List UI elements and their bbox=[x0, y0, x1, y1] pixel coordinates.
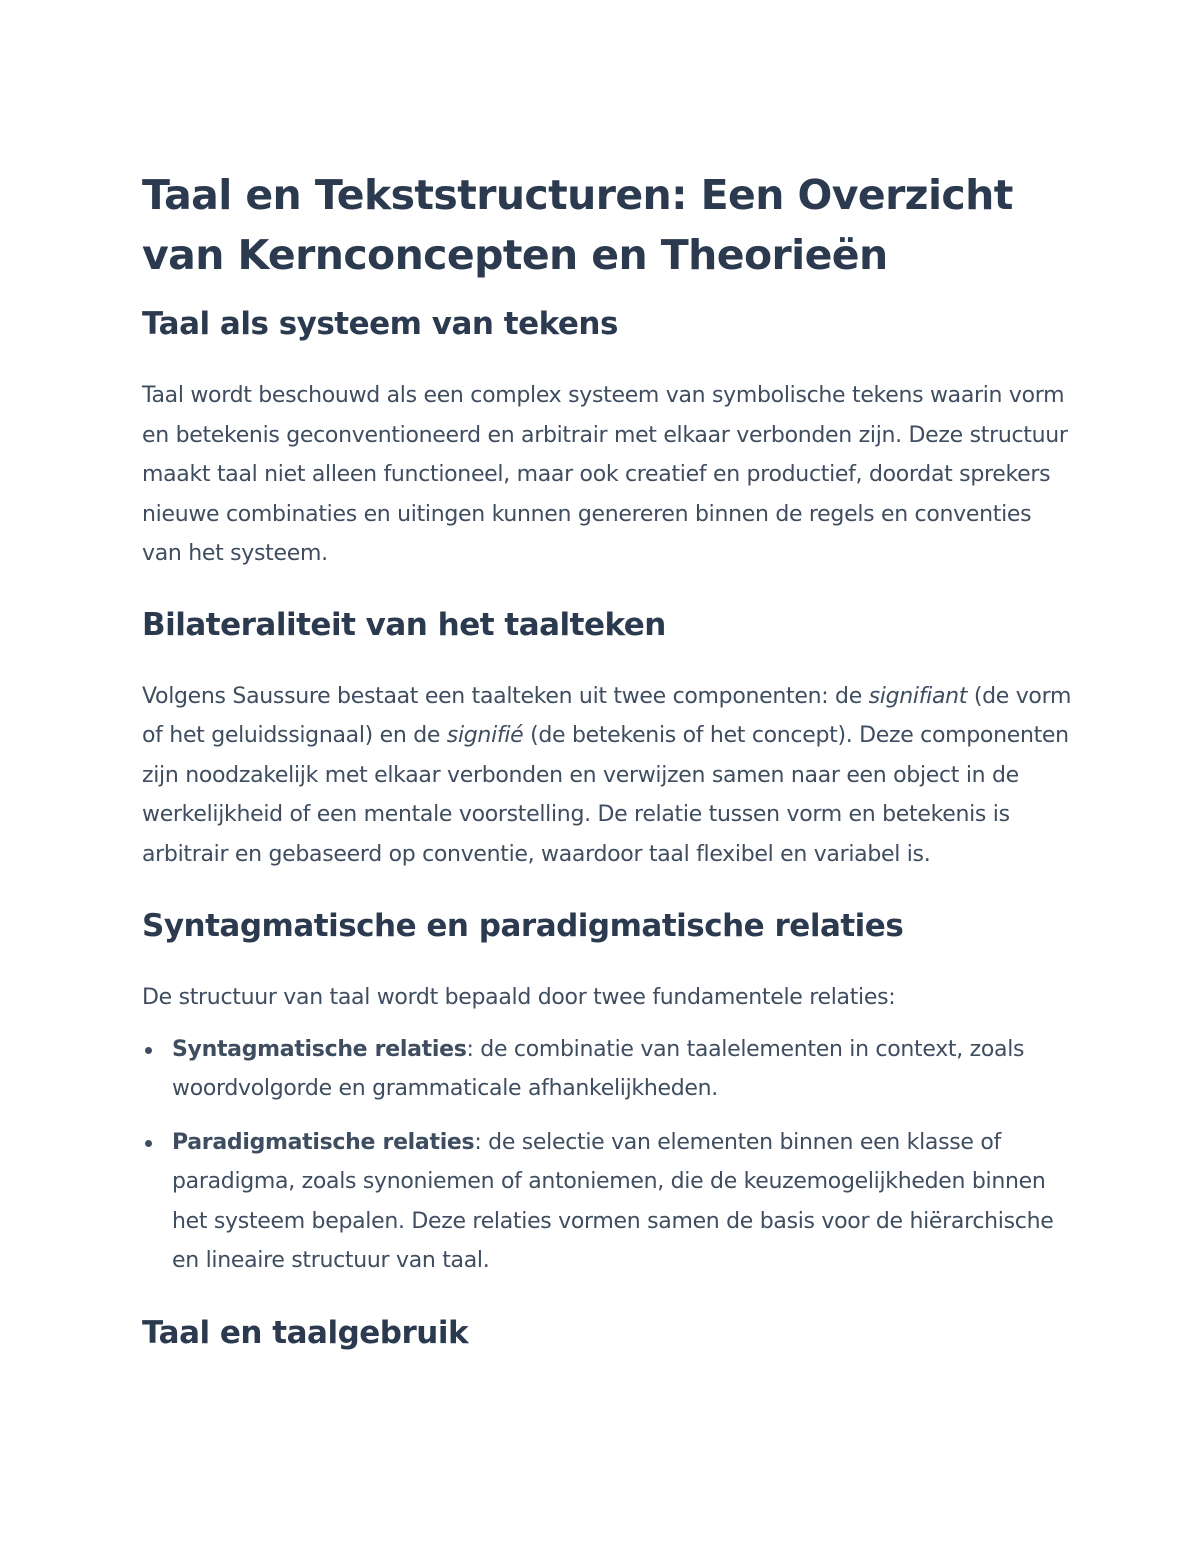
list-item bbox=[142, 1030, 1072, 1109]
section-heading-taalgebruik: Taal en taalgebruik bbox=[142, 1314, 469, 1351]
section-heading-syntagmatisch: Syntagmatische en paradigmatische relaties bbox=[142, 908, 904, 944]
document-title: Taal en Tekststructuren: Een Overzicht van Kernconcepten en Theorieën bbox=[142, 171, 1013, 279]
list-item-term: Paradigmatische relaties bbox=[172, 1129, 475, 1155]
list-item-text: : de selectie van elementen binnen een klasse of paradigma, zoals synoniemen of antoniemen, die de keuzemogelijkheden binnen het systeem bepalen. Deze relaties vormen samen de basis voor de hiërarchische en lineaire structuur van taal. bbox=[172, 1129, 1054, 1273]
term-signifie: signifié bbox=[446, 723, 524, 748]
paragraph-bilateraliteit bbox=[142, 677, 1072, 875]
document-page bbox=[142, 165, 1072, 1353]
paragraph-text: (de betekenis of het concept). Deze componenten zijn noodzakelijk met elkaar verbonden en verwijzen samen naar een object in de werkelijkheid of een mentale voorstelling. De relatie tussen vorm en betekenis is arbitrair en gebaseerd op conventie, waardoor taal flexibel en variabel is. bbox=[142, 723, 1069, 867]
section-heading-bilateraliteit: Bilateraliteit van het taalteken bbox=[142, 606, 666, 643]
term-signifiant: signifiant bbox=[868, 683, 968, 709]
list-item-term: Syntagmatische relaties bbox=[172, 1036, 467, 1062]
list-item bbox=[142, 1123, 1072, 1281]
paragraph-text: (de vorm of het geluidssignaal) en de bbox=[142, 683, 1072, 748]
section-heading-taal-systeem: Taal als systeem van tekens bbox=[142, 306, 618, 342]
list-item-text: : de combinatie van taalelementen in context, zoals woordvolgorde en grammaticale afhankelijkheden. bbox=[172, 1036, 1025, 1101]
paragraph-text: Volgens Saussure bestaat een taalteken uit twee componenten: de bbox=[142, 683, 869, 709]
paragraph-syntagmatisch-intro: De structuur van taal wordt bepaald door twee fundamentele relaties: bbox=[142, 985, 896, 1010]
bullet-icon bbox=[145, 1140, 152, 1147]
paragraph-taal-systeem: Taal wordt beschouwd als een complex systeem van symbolische tekens waarin vorm en betekenis geconventioneerd en arbitrair met elkaar verbonden zijn. Deze structuur maakt taal niet alleen functioneel, maar ook creatief en productief, doordat sprekers nieuwe combinaties en uitingen kunnen genereren binnen de regels en conventies van het systeem. bbox=[142, 383, 1068, 566]
relations-list bbox=[142, 1030, 1072, 1281]
bullet-icon bbox=[145, 1047, 152, 1054]
